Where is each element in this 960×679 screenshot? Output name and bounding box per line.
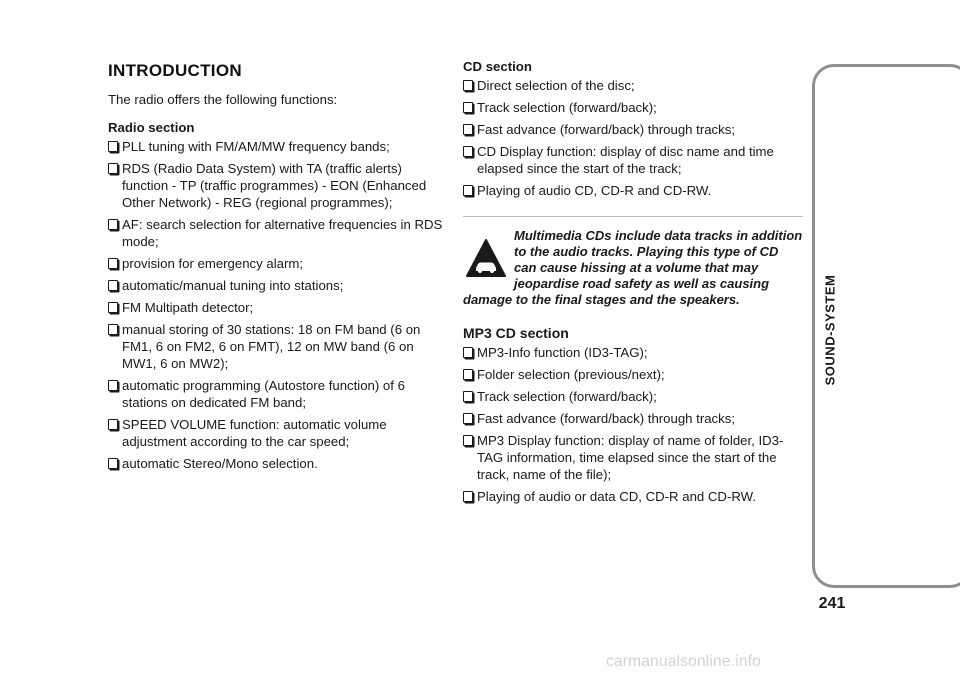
checkbox-bullet-icon [463, 80, 473, 91]
list-item: SPEED VOLUME function: automatic volume adjustment according to the car speed; [108, 416, 444, 450]
checkbox-bullet-icon [108, 258, 118, 269]
radio-section-heading: Radio section [108, 120, 195, 135]
list-item: PLL tuning with FM/AM/MW frequency bands; [108, 138, 444, 155]
checkbox-bullet-icon [108, 380, 118, 391]
list-item: MP3-Info function (ID3-TAG); [463, 344, 803, 361]
checkbox-bullet-icon [463, 124, 473, 135]
list-item: FM Multipath detector; [108, 299, 444, 316]
list-item: AF: search selection for alternative frequencies in RDS mode; [108, 216, 444, 250]
watermark: carmanualsonline.info [606, 653, 761, 670]
checkbox-bullet-icon [463, 413, 473, 424]
checkbox-bullet-icon [108, 419, 118, 430]
mp3-feature-list [463, 344, 803, 505]
list-item: automatic/manual tuning into stations; [108, 277, 444, 294]
list-item: provision for emergency alarm; [108, 255, 444, 272]
checkbox-bullet-icon [108, 163, 118, 174]
list-item: Playing of audio CD, CD-R and CD-RW. [463, 182, 803, 199]
checkbox-bullet-icon [463, 491, 473, 502]
checkbox-bullet-icon [108, 141, 118, 152]
checkbox-bullet-icon [108, 302, 118, 313]
checkbox-bullet-icon [108, 280, 118, 291]
list-item: Fast advance (forward/back) through tracks; [463, 410, 803, 427]
cd-feature-list [463, 77, 803, 199]
checkbox-bullet-icon [463, 185, 473, 196]
list-item: automatic programming (Autostore function) of 6 stations on dedicated FM band; [108, 377, 444, 411]
left-column [108, 58, 444, 477]
checkbox-bullet-icon [463, 391, 473, 402]
list-item: Track selection (forward/back); [463, 388, 803, 405]
list-item: Playing of audio or data CD, CD-R and CD-RW. [463, 488, 803, 505]
cd-section-heading: CD section [463, 59, 532, 74]
checkbox-bullet-icon [108, 219, 118, 230]
checkbox-bullet-icon [463, 146, 473, 157]
checkbox-bullet-icon [108, 324, 118, 335]
checkbox-bullet-icon [108, 458, 118, 469]
checkbox-bullet-icon [463, 369, 473, 380]
radio-feature-list [108, 138, 444, 472]
list-item: MP3 Display function: display of name of folder, ID3-TAG information, time elapsed since the start of the track, name of the file); [463, 432, 803, 483]
list-item: RDS (Radio Data System) with TA (traffic alerts) function - TP (traffic programmes) - EON (Enhanced Other Network) - REG (regional programmes); [108, 160, 444, 211]
warning-text: Multimedia CDs include data tracks in addition to the audio tracks. Playing this type of CD can cause hissing at a volume that may jeopardise road safety as well as causing damage to the final stages and the speakers. [463, 228, 803, 307]
list-item: Folder selection (previous/next); [463, 366, 803, 383]
section-tab-label: SOUND-SYSTEM [822, 274, 838, 386]
mp3-section-heading: MP3 CD section [463, 325, 569, 341]
list-item: automatic Stereo/Mono selection. [108, 455, 444, 472]
list-item: Direct selection of the disc; [463, 77, 803, 94]
intro-text: The radio offers the following functions: [108, 92, 338, 107]
list-item: manual storing of 30 stations: 18 on FM band (6 on FM1, 6 on FM2, 6 on FMT), 12 on MW band (6 on MW1, 6 on MW2); [108, 321, 444, 372]
checkbox-bullet-icon [463, 435, 473, 446]
warning-note [463, 216, 803, 308]
checkbox-bullet-icon [463, 102, 473, 113]
list-item: Fast advance (forward/back) through tracks; [463, 121, 803, 138]
warning-triangle-car-icon [465, 237, 507, 279]
list-item: Track selection (forward/back); [463, 99, 803, 116]
page-title: INTRODUCTION [108, 61, 242, 80]
right-column [463, 58, 803, 510]
checkbox-bullet-icon [463, 347, 473, 358]
page-number: 241 [818, 595, 846, 612]
list-item: CD Display function: display of disc name and time elapsed since the start of the track; [463, 143, 803, 177]
